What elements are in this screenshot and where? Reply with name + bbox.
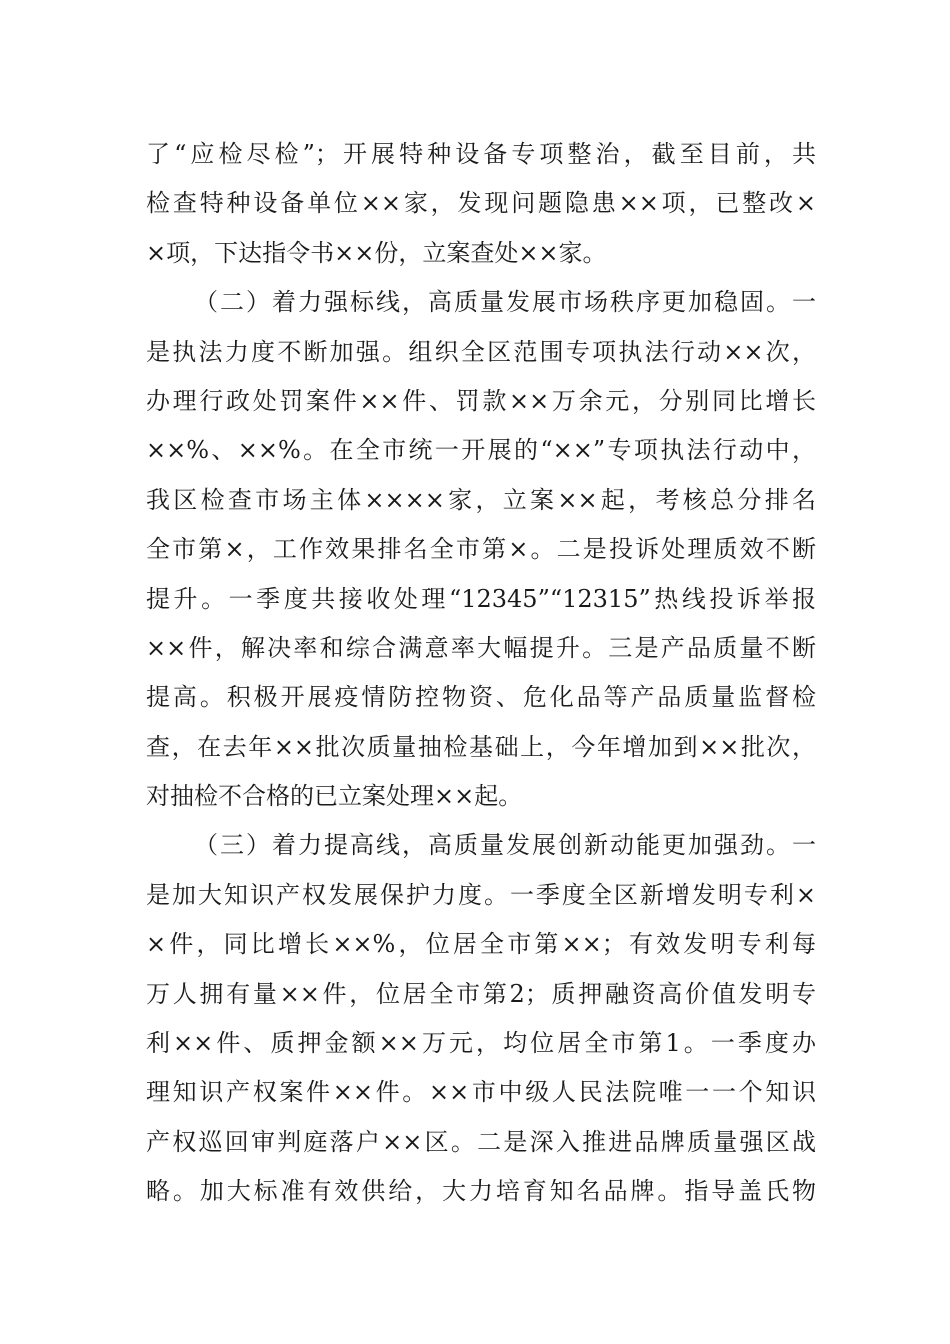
text-line: 万人拥有量××件，位居全市第2；质押融资高价值发明专: [146, 979, 816, 1008]
text-line: 利××件、质押金额××万元，均位居全市第1。一季度办: [146, 1029, 816, 1058]
text-line: ××%、××%。在全市统一开展的“××”专项执法行动中，: [146, 436, 816, 465]
text-line: 了“应检尽检”；开展特种设备专项整治，截至目前，共: [146, 140, 816, 168]
text-line: 全市第×，工作效果排名全市第×。二是投诉处理质效不断: [146, 535, 816, 564]
text-line: 是执法力度不断加强。组织全区范围专项执法行动××次，: [146, 337, 816, 366]
text-line: 提高。积极开展疫情防控物资、危化品等产品质量监督检: [146, 683, 816, 712]
text-line: 办理行政处罚案件××件、罚款××万余元，分别同比增长: [146, 386, 816, 415]
text-line: 对抽检不合格的已立案处理××起。: [146, 782, 523, 811]
text-line: 略。加大标准有效供给，大力培育知名品牌。指导盖氏物: [146, 1177, 816, 1206]
text-line: 检查特种设备单位××家，发现问题隐患××项，已整改×: [146, 189, 816, 218]
text-line: 提升。一季度共接收处理“12345”“12315”热线投诉举报: [146, 584, 816, 613]
text-line: 查，在去年××批次质量抽检基础上，今年增加到××批次，: [146, 732, 816, 761]
text-line: 我区检查市场主体××××家，立案××起，考核总分排名: [146, 485, 816, 514]
paragraph-first-line: （二）着力强标线，高质量发展市场秩序更加稳固。一: [194, 288, 816, 317]
text-line: 产权巡回审判庭落户××区。二是深入推进品牌质量强区战: [146, 1127, 816, 1156]
body-text: [146, 130, 816, 1217]
text-line: 是加大知识产权发展保护力度。一季度全区新增发明专利×: [146, 880, 816, 909]
text-line: ×项，下达指令书××份，立案查处××家。: [146, 238, 607, 267]
text-line: ××件，解决率和综合满意率大幅提升。三是产品质量不断: [146, 633, 816, 662]
paragraph-first-line: （三）着力提高线，高质量发展创新动能更加强劲。一: [194, 831, 816, 860]
text-line: ×件，同比增长××%，位居全市第××；有效发明专利每: [146, 930, 816, 959]
text-line: 理知识产权案件××件。××市中级人民法院唯一一个知识: [146, 1078, 816, 1107]
